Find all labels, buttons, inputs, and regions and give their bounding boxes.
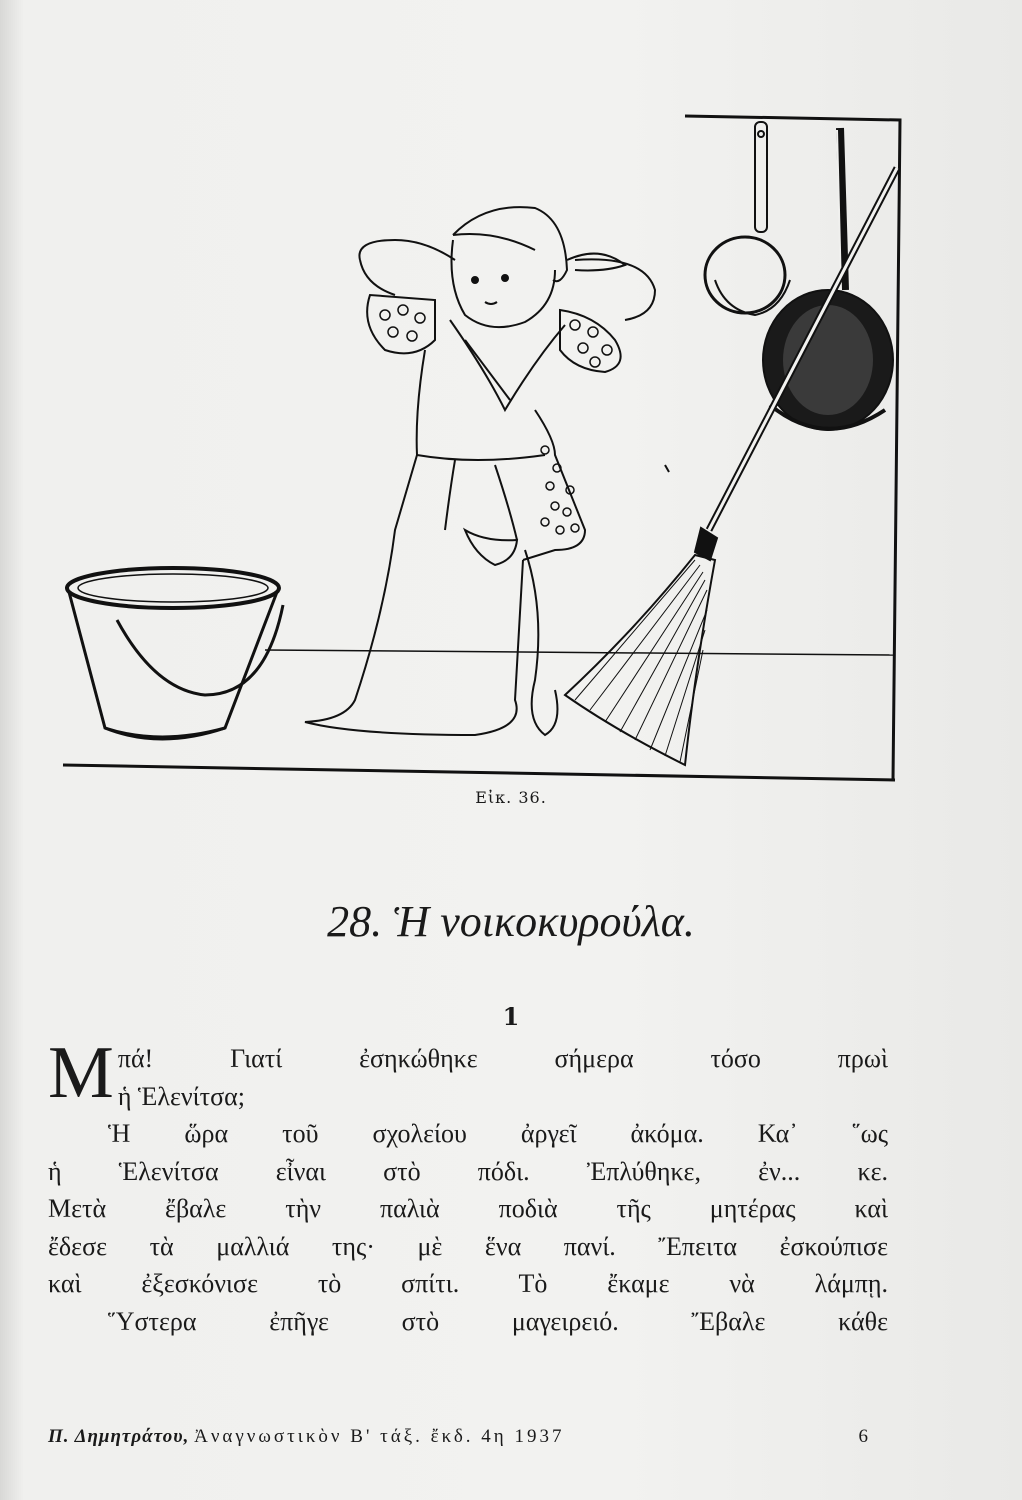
text-line: ἔδεσε τὰ μαλλιά της· μὲ ἕνα πανί. Ἔπειτα ἐσκούπισε [48, 1231, 888, 1261]
figure-caption: Εἰκ. 36. [475, 788, 547, 807]
text-line: Ἡ ὥρα τοῦ σχολείου ἀργεῖ ἀκόμα. Κα᾽ ῞ως [108, 1119, 888, 1148]
bucket-drawing [67, 568, 283, 739]
page-footer [48, 1426, 868, 1448]
text-line: Μετὰ ἔβαλε τὴν παλιὰ ποδιὰ τῆς μητέρας καὶ [48, 1194, 888, 1223]
body-text [48, 1032, 888, 1340]
page-number: 6 [858, 1426, 868, 1447]
chapter-title: 28. Ἡ νοικοκυρούλα. [327, 897, 695, 946]
text-line: πά! Γιατί ἐσηκώθηκε σήμερα τόσο πρωὶ [117, 1044, 888, 1073]
section-number: 1 [502, 1002, 520, 1031]
illustration-girl-cleaning [55, 110, 905, 785]
hanging-pans-drawing [705, 122, 893, 430]
footer-work: Ἀναγνωστικὸν Β' τάξ. ἔκδ. 4η 1937 [194, 1426, 565, 1447]
text-line: καὶ ἐξεσκόνισε τὸ σπίτι. Τὸ ἔκαμε νὰ λάμπῃ. [48, 1269, 888, 1298]
drop-cap: Μ [48, 1032, 114, 1114]
footer-author: Π. Δημητράτου, [48, 1426, 190, 1447]
text-line: ἡ Ἑλενίτσα; [117, 1081, 245, 1111]
text-line: ἡ Ἑλενίτσα εἶναι στὸ πόδι. Ἐπλύθηκε, ἐν... κε. [48, 1156, 888, 1186]
girl-drawing [305, 207, 655, 735]
text-line: Ὕστερα ἐπῆγε στὸ μαγειρειό. Ἔβαλε κάθε [108, 1306, 888, 1336]
